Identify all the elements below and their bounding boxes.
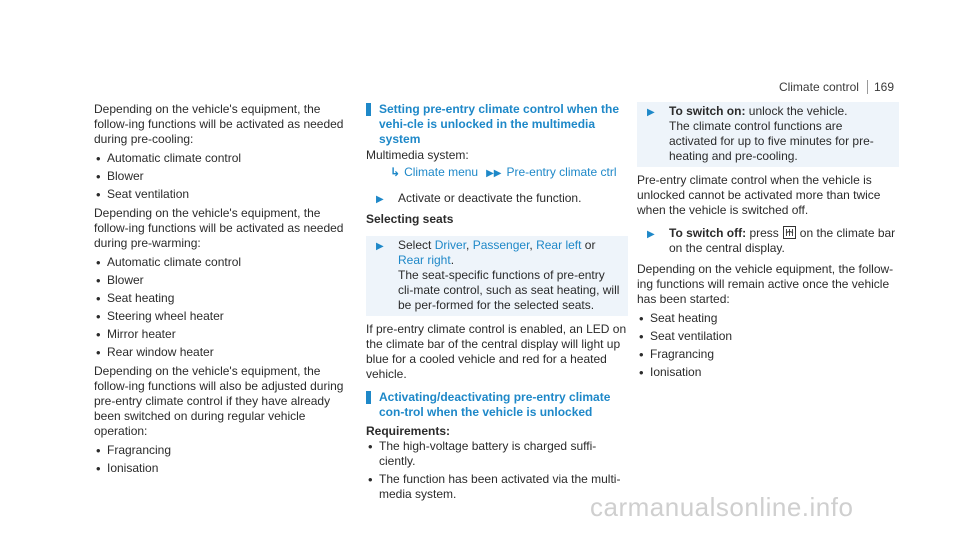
menu-link-climate[interactable]: Climate menu — [404, 165, 479, 179]
menu-path — [366, 165, 628, 181]
list-item: • Seat ventilation — [637, 329, 899, 344]
paragraph-led: If pre-entry climate control is enabled, an LED on the climate bar of the central display will light up blue for a cooled vehicle and red for a heated vehicle. — [366, 322, 627, 381]
list-item: • Mirror heater — [94, 327, 356, 342]
preentry-climate-icon[interactable] — [783, 226, 796, 239]
list-item: • Seat ventilation — [94, 187, 356, 202]
column-right — [637, 102, 899, 384]
list-precooling — [94, 151, 356, 202]
requirements-heading: Requirements: — [366, 424, 451, 438]
option-driver[interactable]: Driver — [434, 238, 467, 252]
separator: , — [529, 238, 537, 252]
menu-path-arrow-icon: ↳ — [390, 165, 401, 179]
paragraph-prewarming: Depending on the vehicle's equipment, the follow-ing functions will be activated as needed during pre-warming: — [94, 206, 344, 250]
step-arrow-icon: ▶ — [376, 241, 384, 252]
step-switch-off — [637, 226, 899, 256]
system-label: Multimedia system: — [366, 148, 469, 162]
step-description: The climate control functions are activated for up to five minutes for pre-heating and pre-cooling. — [669, 119, 874, 163]
list-item: • Blower — [94, 273, 356, 288]
list-item: • Blower — [94, 169, 356, 184]
step-arrow-icon: ▶ — [647, 229, 655, 240]
step-arrow-icon: ▶ — [647, 107, 655, 118]
column-left — [94, 102, 356, 480]
requirements-list — [366, 439, 628, 502]
section-heading-multimedia: Setting pre-entry climate control when the vehi-cle is unlocked in the multimedia system — [366, 102, 628, 147]
step-text: Activate or deactivate the function. — [398, 191, 582, 205]
double-chevron-icon: ▶▶ — [486, 168, 502, 179]
list-item: • Fragrancing — [637, 347, 899, 362]
list-item: • Fragrancing — [94, 443, 356, 458]
paragraph-remain-active: Depending on the vehicle equipment, the follow-ing functions will remain active once the vehicle has been started: — [637, 262, 894, 306]
list-item: • Ionisation — [94, 461, 356, 476]
list-item: • Ionisation — [637, 365, 899, 380]
step-press-text: press — [746, 226, 779, 240]
or-word: or — [581, 238, 596, 252]
step-select-seats — [366, 236, 628, 316]
menu-link-preentry[interactable]: Pre-entry climate ctrl — [506, 165, 617, 179]
list-item: • The high-voltage battery is charged suffi-ciently. — [366, 439, 628, 469]
column-middle — [366, 102, 628, 506]
page-number: 169 — [867, 80, 894, 94]
step-label-switch-on: To switch on: — [669, 104, 746, 118]
period: . — [450, 253, 455, 267]
paragraph-limit: Pre-entry climate control when the vehicle is unlocked cannot be activated more than twice when the vehicle is switched off. — [637, 173, 881, 217]
section-heading-unlocked: Activating/deactivating pre-entry climate con-trol when the vehicle is unlocked — [366, 390, 628, 420]
option-rear-left[interactable]: Rear left — [536, 238, 582, 252]
list-item: • Automatic climate control — [94, 255, 356, 270]
step-text: on the climate bar on the central display. — [669, 226, 896, 255]
step-arrow-icon: ▶ — [376, 194, 384, 205]
list-item: • Rear window heater — [94, 345, 356, 360]
subheading-selecting-seats: Selecting seats — [366, 212, 454, 226]
option-rear-right[interactable]: Rear right — [398, 253, 451, 267]
step-switch-on — [637, 102, 899, 167]
step-select-prefix: Select — [398, 238, 435, 252]
separator: , — [466, 238, 473, 252]
step-label-switch-off: To switch off: — [669, 226, 747, 240]
list-also-adjusted — [94, 443, 356, 476]
paragraph-precooling: Depending on the vehicle's equipment, the follow-ing functions will be activated as needed during pre-cooling: — [94, 102, 344, 146]
list-item: • The function has been activated via the multi-media system. — [366, 472, 628, 502]
option-passenger[interactable]: Passenger — [472, 238, 530, 252]
list-remain-active — [637, 311, 899, 380]
list-prewarming — [94, 255, 356, 360]
step-description: The seat-specific functions of pre-entry cli-mate control, such as seat heating, will be per-formed for the selected seats. — [398, 268, 620, 312]
step-text: unlock the vehicle. — [745, 104, 848, 118]
list-item: • Automatic climate control — [94, 151, 356, 166]
watermark: carmanualsonline.info — [590, 492, 854, 522]
page-header — [779, 80, 894, 95]
list-item: • Seat heating — [94, 291, 356, 306]
section-title: Climate control — [778, 80, 859, 94]
paragraph-also-adjusted: Depending on the vehicle's equipment, the follow-ing functions will also be adjusted during pre-entry climate control if they have already been switched on during regular vehicle operation: — [94, 364, 344, 438]
list-item: • Steering wheel heater — [94, 309, 356, 324]
step-activate — [366, 191, 628, 206]
list-item: • Seat heating — [637, 311, 899, 326]
